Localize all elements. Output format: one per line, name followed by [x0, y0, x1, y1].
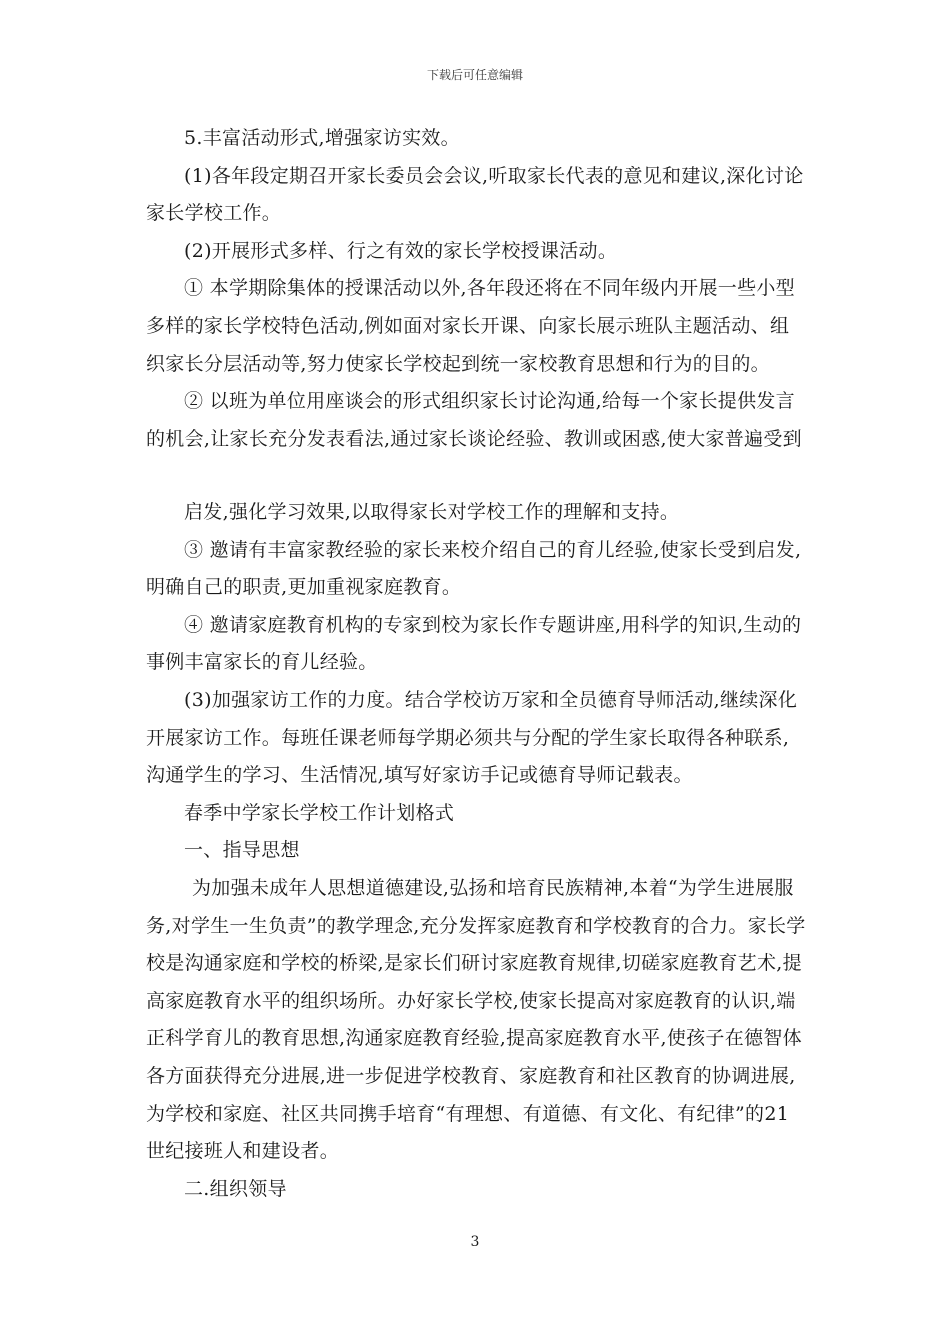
paragraph: (2)开展形式多样、行之有效的家长学校授课活动。	[184, 239, 618, 262]
body-text-bottom	[146, 494, 806, 1208]
paragraph: 为加强未成年人思想道德建设,弘扬和培育民族精神,本着“为学生进展服务,对学生一生负责”的教学理念,充分发挥家庭教育和学校教育的合力。家长学校是沟通家庭和学校的桥梁,是家长们研讨家庭教育规律,切磋家庭教育艺术,提高家庭教育水平的组织场所。办好家长学校,使家长提高对家庭教育的认识,端正科学育儿的教育思想,沟通家庭教育经验,提高家庭教育水平,使孩子在德智体各方面获得充分进展,进一步促进学校教育、家庭教育和社区教育的协调进展,为学校和家庭、社区共同携手培育“有理想、有道德、有文化、有纪律”的21世纪接班人和建设者。	[146, 876, 806, 1163]
body-text-top	[146, 120, 806, 458]
paragraph: ③ 邀请有丰富家教经验的家长来校介绍自己的育儿经验,使家长受到启发,明确自己的职责,更加重视家庭教育。	[146, 538, 802, 599]
paragraph: 春季中学家长学校工作计划格式	[184, 801, 455, 824]
paragraph: ④ 邀请家庭教育机构的专家到校为家长作专题讲座,用科学的知识,生动的事例丰富家长的育儿经验。	[146, 613, 802, 674]
paragraph: ① 本学期除集体的授课活动以外,各年段还将在不同年级内开展一些小型多样的家长学校特色活动,例如面对家长开课、向家长展示班队主题活动、组织家长分层活动等,努力使家长学校起到统一家校教育思想和行为的目的。	[146, 277, 795, 375]
section-heading: 二.组织领导	[184, 1177, 287, 1200]
section-heading: 一、指导思想	[184, 839, 300, 862]
paragraph: (1)各年段定期召开家长委员会会议,听取家长代表的意见和建议,深化讨论家长学校工作。	[146, 164, 804, 225]
page-number: 3	[470, 1234, 480, 1250]
paragraph: 5.丰富活动形式,增强家访实效。	[184, 127, 460, 149]
paragraph: ② 以班为单位用座谈会的形式组织家长讨论沟通,给每一个家长提供发言的机会,让家长充分发表看法,通过家长谈论经验、教训或困惑,使大家普遍受到	[146, 390, 802, 450]
paragraph: (3)加强家访工作的力度。结合学校访万家和全员德育导师活动,继续深化开展家访工作。每班任课老师每学期必须共与分配的学生家长取得各种联系,沟通学生的学习、生活情况,填写好家访手记或德育导师记载表。	[146, 688, 798, 787]
page-header: 下载后可任意编辑	[426, 68, 523, 82]
paragraph: 启发,强化学习效果,以取得家长对学校工作的理解和支持。	[184, 501, 680, 523]
